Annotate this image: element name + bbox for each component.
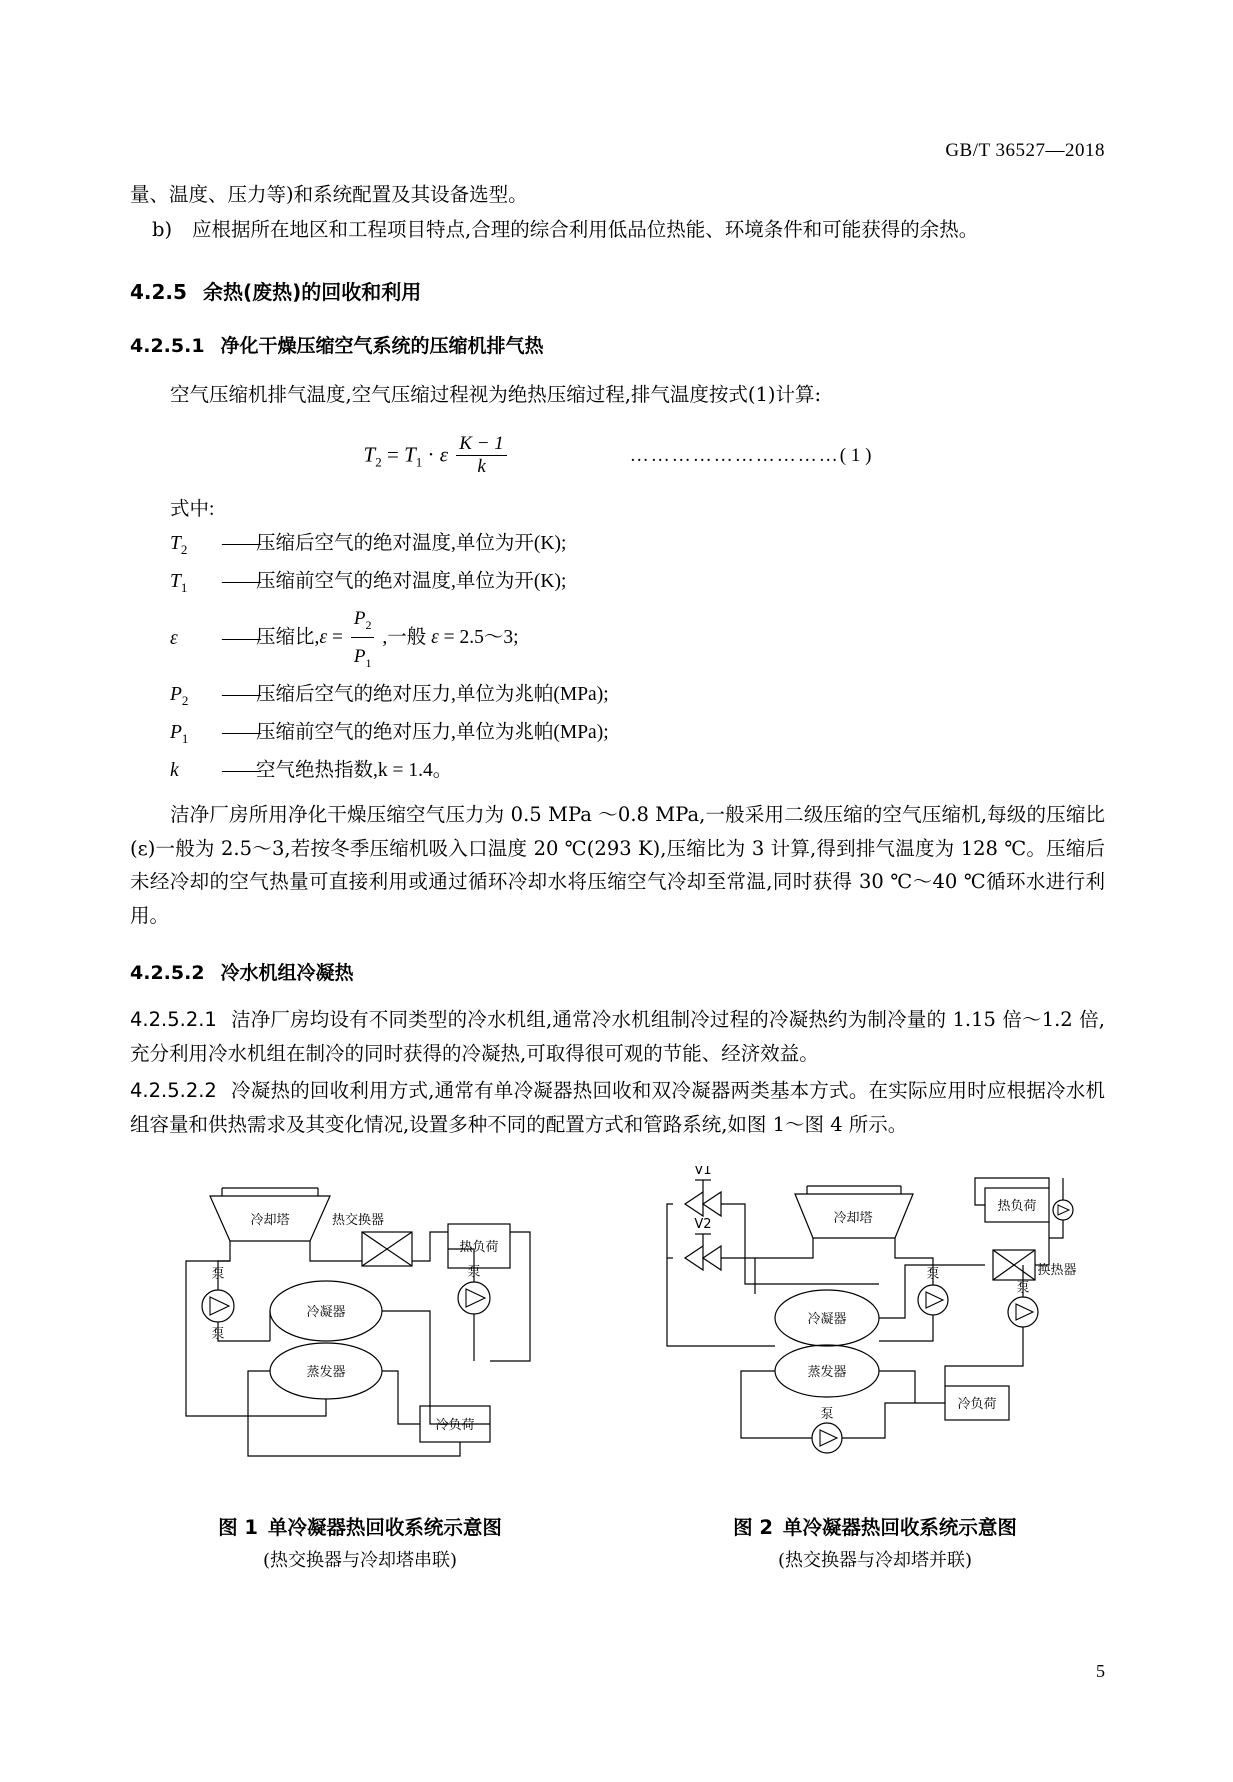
figure-1-number: 图 1 <box>218 1515 258 1539</box>
formula-epsilon: ε <box>439 442 449 467</box>
definition-dash: —— <box>222 627 261 649</box>
definition-symbol: $P_1$ <box>170 722 189 747</box>
section-number-4251: 4.2.5.1 <box>130 335 205 358</box>
formula-t1-sub: 1 <box>415 454 423 470</box>
where-label: 式中: <box>170 498 215 520</box>
symbol-definitions <box>130 525 1105 790</box>
clause-text-42521: 洁净厂房均设有不同类型的冷水机组,通常冷水机组制冷过程的冷凝热约为制冷量的 1.15 倍～1.2 倍,充分利用冷水机组在制冷的同时获得的冷凝热,可取得很可观的节能、经济效益。 <box>130 1008 1105 1065</box>
paragraph-after-definitions: 洁净厂房所用净化干燥压缩空气压力为 0.5 MPa ～0.8 MPa,一般采用二级压缩的空气压缩机,每级的压缩比(ε)一般为 2.5～3,若按冬季压缩机吸入口温度 20 ℃(293 K),压缩比为 3 计算,得到排气温度为 128 ℃。压缩后未经冷却的空气热量可直接利用或通过循环冷却水将压缩空气冷却至常温,同时获得 30 ℃～40 ℃循环水进行利用。 <box>130 803 1105 927</box>
definition-text: 压缩比,ε = $\frac{P_2}{P_1}$ ,一般 ε = 2.5～3; <box>256 601 1105 676</box>
figure-2-label-valve-1: V1 <box>694 1165 712 1178</box>
definition-text: 压缩后空气的绝对压力,单位为兆帕(MPa); <box>256 684 609 706</box>
definition-text: 压缩后空气的绝对温度,单位为开(K); <box>256 532 567 554</box>
figure-1-label-cold-load: 冷负荷 <box>435 1417 475 1433</box>
definition-row <box>130 676 1105 714</box>
figure-1-diagram <box>130 1166 590 1496</box>
formula-1 <box>130 434 1105 479</box>
figure-2-label-valve-2: V2 <box>694 1216 712 1232</box>
list-item-b-text: 应根据所在地区和工程项目特点,合理的综合利用低品位热能、环境条件和可能获得的余热。 <box>192 218 979 242</box>
formula-number: ( 1 ) <box>839 445 872 467</box>
definition-text: 压缩前空气的绝对压力,单位为兆帕(MPa); <box>256 722 609 744</box>
figure-2-label-condenser: 冷凝器 <box>807 1311 847 1327</box>
definition-symbol: k <box>170 760 179 782</box>
list-item-b <box>130 213 1105 246</box>
figure-1-subtitle: (热交换器与冷却塔串联) <box>262 1549 458 1571</box>
figure-2-label-heat-exchanger: 换热器 <box>1037 1262 1077 1278</box>
figure-1-label-heat-load: 热负荷 <box>459 1239 499 1255</box>
section-title-425: 余热(废热)的回收和利用 <box>202 280 422 305</box>
figure-2-subtitle: (热交换器与冷却塔并联) <box>777 1549 973 1571</box>
definition-row <box>130 714 1105 752</box>
section-heading-4251 <box>130 331 1105 358</box>
definition-symbol: $P_2$ <box>170 684 189 709</box>
formula-dot: · <box>427 442 435 467</box>
formula-t1: T <box>404 442 416 467</box>
figure-1-label-pump-3: 泵 <box>467 1264 481 1280</box>
paragraph-42522 <box>130 1074 1105 1141</box>
figure-2-label-heat-load: 热负荷 <box>997 1198 1037 1214</box>
figure-2-caption <box>645 1512 1105 1540</box>
figure-2-label-pump-2: 泵 <box>1016 1280 1030 1296</box>
definition-symbol: ε <box>170 627 178 649</box>
list-item-b-label: b) <box>152 218 173 242</box>
definition-row <box>130 525 1105 563</box>
formula-fraction-denominator: k <box>477 455 486 477</box>
figure-1-label-evaporator: 蒸发器 <box>306 1364 346 1380</box>
figure-1-label-condenser: 冷凝器 <box>306 1304 346 1320</box>
definition-dash: —— <box>222 722 261 744</box>
figure-2-label-pump-1: 泵 <box>926 1266 940 1282</box>
formula-leader-dots: ………………………… <box>629 445 840 467</box>
figures-row <box>130 1166 1105 1572</box>
clause-text-42522: 冷凝热的回收利用方式,通常有单冷凝器热回收和双冷凝器两类基本方式。在实际应用时应根据冷水机组容量和供热需求及其变化情况,设置多种不同的配置方式和管路系统,如图 1～图 4 所示。 <box>130 1079 1105 1136</box>
formula-fraction-numerator: K − 1 <box>456 433 507 456</box>
definition-symbol: $T_2$ <box>170 532 188 557</box>
section-heading-4252 <box>130 958 1105 985</box>
definition-dash: —— <box>222 684 261 706</box>
definition-row <box>130 752 1105 790</box>
clause-number-42522: 4.2.5.2.2 <box>130 1079 217 1103</box>
continued-paragraph: 量、温度、压力等)和系统配置及其设备选型。 <box>130 183 528 206</box>
section-title-4252: 冷水机组冷凝热 <box>220 962 354 985</box>
figure-2-label-evaporator: 蒸发器 <box>807 1364 847 1380</box>
figure-2-number: 图 2 <box>733 1515 773 1539</box>
figure-1-title: 单冷凝器热回收系统示意图 <box>267 1515 502 1539</box>
formula-lhs: T <box>363 442 376 467</box>
clause-number-42521: 4.2.5.2.1 <box>130 1008 217 1032</box>
figure-2-label-cooling-tower: 冷却塔 <box>833 1210 873 1226</box>
formula-expression <box>364 434 510 479</box>
definition-dash: —— <box>222 570 261 592</box>
section-heading-425 <box>130 276 1105 305</box>
formula-fraction <box>456 433 507 478</box>
definition-text: 空气绝热指数,k = 1.4。 <box>256 760 453 782</box>
figure-2-block <box>645 1166 1105 1572</box>
formula-equals: = <box>386 442 399 467</box>
figure-2-label-cold-load: 冷负荷 <box>957 1396 997 1412</box>
figure-1-label-cooling-tower: 冷却塔 <box>250 1212 290 1228</box>
page-header <box>130 0 1105 162</box>
definition-row <box>130 563 1105 601</box>
figure-2-label-pump-3: 泵 <box>820 1406 834 1422</box>
figure-2-title: 单冷凝器热回收系统示意图 <box>782 1515 1017 1539</box>
figure-1-caption <box>130 1512 590 1540</box>
section-title-4251: 净化干燥压缩空气系统的压缩机排气热 <box>220 335 544 358</box>
definition-dash: —— <box>222 532 261 554</box>
standard-id: GB/T 36527—2018 <box>945 140 1105 161</box>
definition-row <box>130 601 1105 676</box>
figure-1-block <box>130 1166 590 1572</box>
definition-dash: —— <box>222 760 261 782</box>
page-number: 5 <box>1096 1661 1105 1681</box>
page-content <box>130 0 1105 1572</box>
definition-text: 压缩前空气的绝对温度,单位为开(K); <box>256 570 567 592</box>
section-number-4252: 4.2.5.2 <box>130 962 205 985</box>
figure-1-label-heat-exchanger: 热交换器 <box>331 1212 385 1228</box>
figure-2-diagram <box>645 1166 1105 1496</box>
figure-1-label-pump-1: 泵 <box>211 1266 225 1282</box>
definition-symbol: $T_1$ <box>170 570 188 595</box>
paragraph-42521 <box>130 1003 1105 1070</box>
paragraph-4251-1: 空气压缩机排气温度,空气压缩过程视为绝热压缩过程,排气温度按式(1)计算: <box>170 383 822 407</box>
section-number-425: 4.2.5 <box>130 280 187 305</box>
figure-1-label-pump-2: 泵 <box>211 1326 225 1342</box>
formula-lhs-sub: 2 <box>375 454 382 470</box>
